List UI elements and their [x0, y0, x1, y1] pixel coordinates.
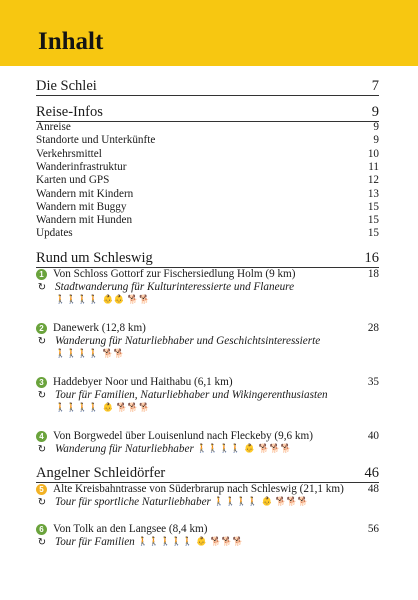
section-page: 46: [364, 465, 379, 481]
tour-subtitle-row: [36, 389, 379, 402]
entry-page: 12: [367, 174, 379, 187]
section-angelner-schleidoerfer[interactable]: [36, 465, 379, 483]
difficulty-icons: 🚶🚶🚶🚶 👶 🐕🐕🐕: [213, 497, 309, 507]
entry-label: Standorte und Unterkünfte: [36, 134, 156, 147]
entry-label: Verkehrsmittel: [36, 147, 102, 160]
entry-page: 15: [367, 200, 379, 213]
loop-icon: ↻: [37, 282, 47, 293]
entry-label: Karten und GPS: [36, 174, 110, 187]
entry-page: 13: [367, 187, 379, 200]
tour-title: Von Schloss Gottorf zur Fischersiedlung Holm (9 km): [53, 268, 296, 280]
tour-entry-3[interactable]: [36, 376, 379, 389]
loop-icon: ↻: [37, 336, 47, 347]
tour-subtitle-row: [36, 281, 379, 294]
section-rund-um-schleswig[interactable]: [36, 250, 379, 268]
toc-entry[interactable]: [36, 161, 379, 174]
tour-title: Alte Kreisbahntrasse von Süderbrarup nach Schleswig (21,1 km): [53, 483, 344, 495]
entry-page: 15: [367, 227, 379, 240]
entry-page: 11: [368, 160, 379, 173]
difficulty-icons: 🚶🚶🚶🚶 👶 🐕🐕🐕: [55, 403, 151, 413]
header-bar: [0, 0, 418, 66]
tour-page: 28: [367, 322, 379, 334]
section-title: Angelner Schleidörfer: [36, 465, 166, 481]
toc-entry[interactable]: [36, 201, 379, 214]
loop-icon: ↻: [37, 444, 47, 455]
entry-label: Wanderinfrastruktur: [36, 160, 127, 173]
entry-label: Updates: [36, 227, 73, 240]
toc-entry[interactable]: [36, 174, 379, 187]
section-reise-infos[interactable]: [36, 104, 379, 122]
tour-subtitle-row: [36, 496, 379, 509]
tour-subtitle-row: [36, 536, 379, 549]
entry-page: 9: [373, 134, 379, 147]
entry-page: 15: [367, 214, 379, 227]
tour-entry-5[interactable]: [36, 483, 379, 496]
loop-icon: ↻: [37, 497, 47, 508]
tour-subtitle: Tour für Familien: [55, 536, 135, 548]
entry-label: Wandern mit Hunden: [36, 214, 133, 227]
tour-entry-2[interactable]: [36, 322, 379, 335]
tour-page: 40: [367, 430, 379, 442]
difficulty-icons: 🚶🚶🚶🚶 👶👶 🐕🐕: [55, 295, 151, 305]
tour-title: Haddebyer Noor und Haithabu (6,1 km): [53, 376, 233, 388]
section-title: Reise-Infos: [36, 104, 103, 120]
entry-page: 10: [367, 147, 379, 160]
toc-entry[interactable]: [36, 121, 379, 134]
tour-page: 18: [367, 268, 379, 280]
section-page: 16: [364, 250, 379, 266]
tour-title: Von Tolk an den Langsee (8,4 km): [53, 523, 208, 535]
tour-number-badge: 3: [36, 377, 47, 388]
tour-number-badge: 1: [36, 269, 47, 280]
tour-page: 48: [367, 483, 379, 495]
toc-entry[interactable]: [36, 134, 379, 147]
tour-number-badge: 6: [36, 524, 47, 535]
entry-label: Wandern mit Buggy: [36, 200, 127, 213]
tour-entry-4[interactable]: [36, 430, 379, 443]
entry-label: Anreise: [36, 121, 71, 133]
section-title: Die Schlei: [36, 78, 97, 94]
tour-subtitle: Wanderung für Naturliebhaber: [55, 443, 194, 455]
toc-entry[interactable]: [36, 148, 379, 161]
tour-page: 35: [367, 376, 379, 388]
tour-entry-1[interactable]: [36, 268, 379, 281]
toc-entry[interactable]: [36, 214, 379, 227]
difficulty-icons: 🚶🚶🚶🚶 👶 🐕🐕🐕: [196, 444, 292, 454]
tour-subtitle-row: [36, 335, 379, 348]
section-die-schlei[interactable]: [36, 78, 379, 96]
section-page: 9: [371, 104, 379, 120]
entry-label: Wandern mit Kindern: [36, 187, 134, 200]
tour-number-badge: 2: [36, 323, 47, 334]
tour-number-badge: 5: [36, 484, 47, 495]
tour-title: Von Borgwedel über Louisenlund nach Fleckeby (9,6 km): [53, 430, 313, 442]
toc-entry[interactable]: [36, 188, 379, 201]
tour-entry-6[interactable]: [36, 523, 379, 536]
tour-subtitle-row: [36, 443, 379, 456]
loop-icon: ↻: [37, 390, 47, 401]
tour-subtitle: Tour für Familien, Naturliebhaber und Wikingerenthusiasten: [55, 389, 328, 401]
tour-title: Danewerk (12,8 km): [53, 322, 146, 334]
difficulty-icons: 🚶🚶🚶🚶 🐕🐕: [55, 349, 125, 359]
tour-number-badge: 4: [36, 431, 47, 442]
tour-page: 56: [367, 523, 379, 535]
difficulty-icons: 🚶🚶🚶🚶🚶 👶 🐕🐕🐕: [137, 537, 244, 547]
section-page: 7: [371, 78, 379, 94]
page-title: Inhalt: [38, 28, 104, 55]
toc-entry[interactable]: [36, 227, 379, 240]
section-title: Rund um Schleswig: [36, 250, 153, 266]
tour-subtitle: Stadtwanderung für Kulturinteressierte und Flaneure: [55, 281, 295, 293]
loop-icon: ↻: [37, 537, 47, 548]
tour-subtitle: Tour für sportliche Naturliebhaber: [55, 496, 211, 508]
tour-subtitle: Wanderung für Naturliebhaber und Geschichtsinteressierte: [55, 335, 321, 347]
entry-page: 9: [373, 121, 379, 133]
